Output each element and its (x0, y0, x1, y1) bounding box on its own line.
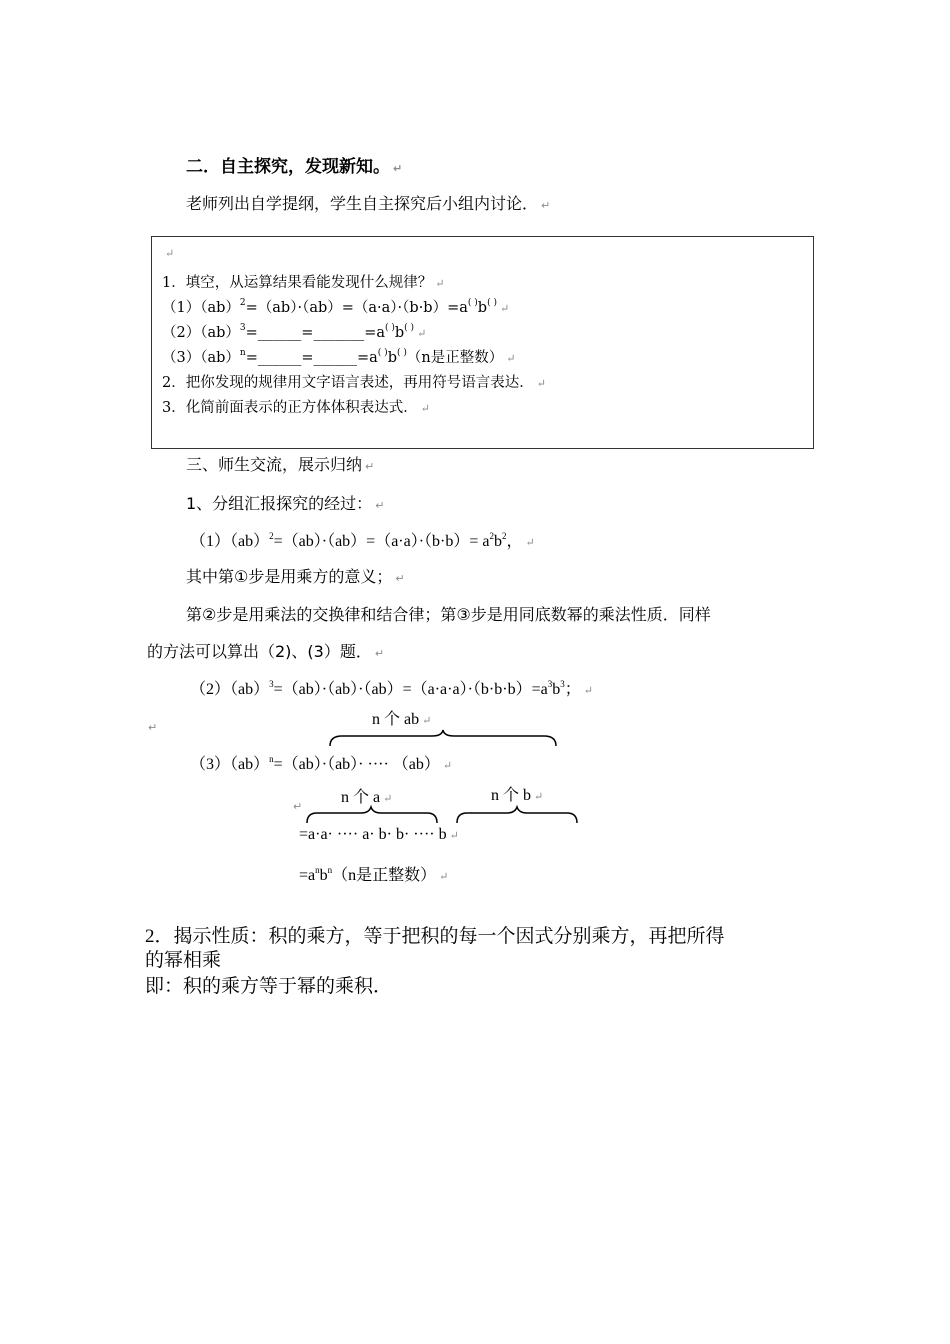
label-n-b: n 个 b ↵ (491, 787, 544, 804)
step-23-explanation-line1: 第②步是用乘法的交换律和结合律；第③步是用同底数幂的乘法性质．同样 (186, 605, 711, 624)
question-3: 3．化简前面表示的正方体体积表达式． ↵ (162, 400, 430, 416)
conclusion-line1: 2．揭示性质：积的乘方，等于把积的每一个因式分别乘方，再把所得 (145, 926, 725, 947)
conclusion-line3: 即：积的乘方等于幂的乘积． (145, 976, 393, 997)
question-1: 1．填空，从运算结果看能发现什么规律？ ↵ (162, 275, 445, 291)
question-2: 2．把你发现的规律用文字语言表述，再用符号语言表达． ↵ (162, 375, 546, 391)
brace-n-a (305, 805, 440, 825)
equation-3: （3）（ab）$^n$=（ab）·（ab）· ···· （ab） ↵ (190, 754, 453, 773)
step-23-explanation-line2: 的方法可以算出（2)、(3）题． ↵ (147, 642, 385, 661)
brace-n-ab (328, 728, 558, 748)
label-n-a: n 个 a ↵ (341, 789, 393, 806)
exercise-box (151, 236, 814, 449)
section-heading-3: 三、师生交流，展示归纳 ↵ (186, 455, 375, 474)
label-n-ab: n 个 ab ↵ (372, 711, 432, 728)
section-heading-2: 二．自主探究，发现新知。 ↵ (186, 157, 403, 177)
fill-line-3: （3）（ab）$^n$=______=______=a( )b( )（n是正整数） ↵ (162, 348, 516, 366)
equation-1: $(1)(ab)^2=(ab)\cdot(ab)=(a\cdot a)\cdot(b\cdot b)= a^2b^2$， ↵ (190, 531, 535, 550)
step-1-explanation: 其中第①步是用乘方的意义； ↵ (186, 567, 405, 586)
fill-line-1: （1）（ab）$^2$=（ab）·（ab）=（a·a）·（b·b）=a( )b( ) ↵ (162, 298, 510, 316)
subheading-1: 1、分组汇报探究的经过： ↵ (186, 494, 385, 513)
equation-3-line2: =a·a· ···· a· b· b· ···· b ↵ (299, 826, 459, 843)
brace-n-b (455, 805, 580, 825)
empty-line-marker: ↵ (293, 800, 303, 813)
conclusion-line2: 的幂相乘 (145, 950, 222, 971)
equation-3-line3: $=a^nb^n(n$是正整数） ↵ (299, 865, 449, 884)
empty-line-marker: ↵ (148, 721, 158, 734)
section-intro: 老师列出自学提纲，学生自主探究后小组内讨论． ↵ (186, 194, 551, 213)
fill-line-2: （2）（ab）$^3$=______=_______=a( )b( ) ↵ (162, 323, 427, 341)
empty-line: ↵ (165, 247, 175, 260)
equation-2: $(2)(ab)^3=(ab)\cdot(ab)\cdot(ab)=(a\cdot a\cdot a)\cdot(b\cdot b\cdot b)=a^3b^3$； ↵ (190, 679, 593, 698)
